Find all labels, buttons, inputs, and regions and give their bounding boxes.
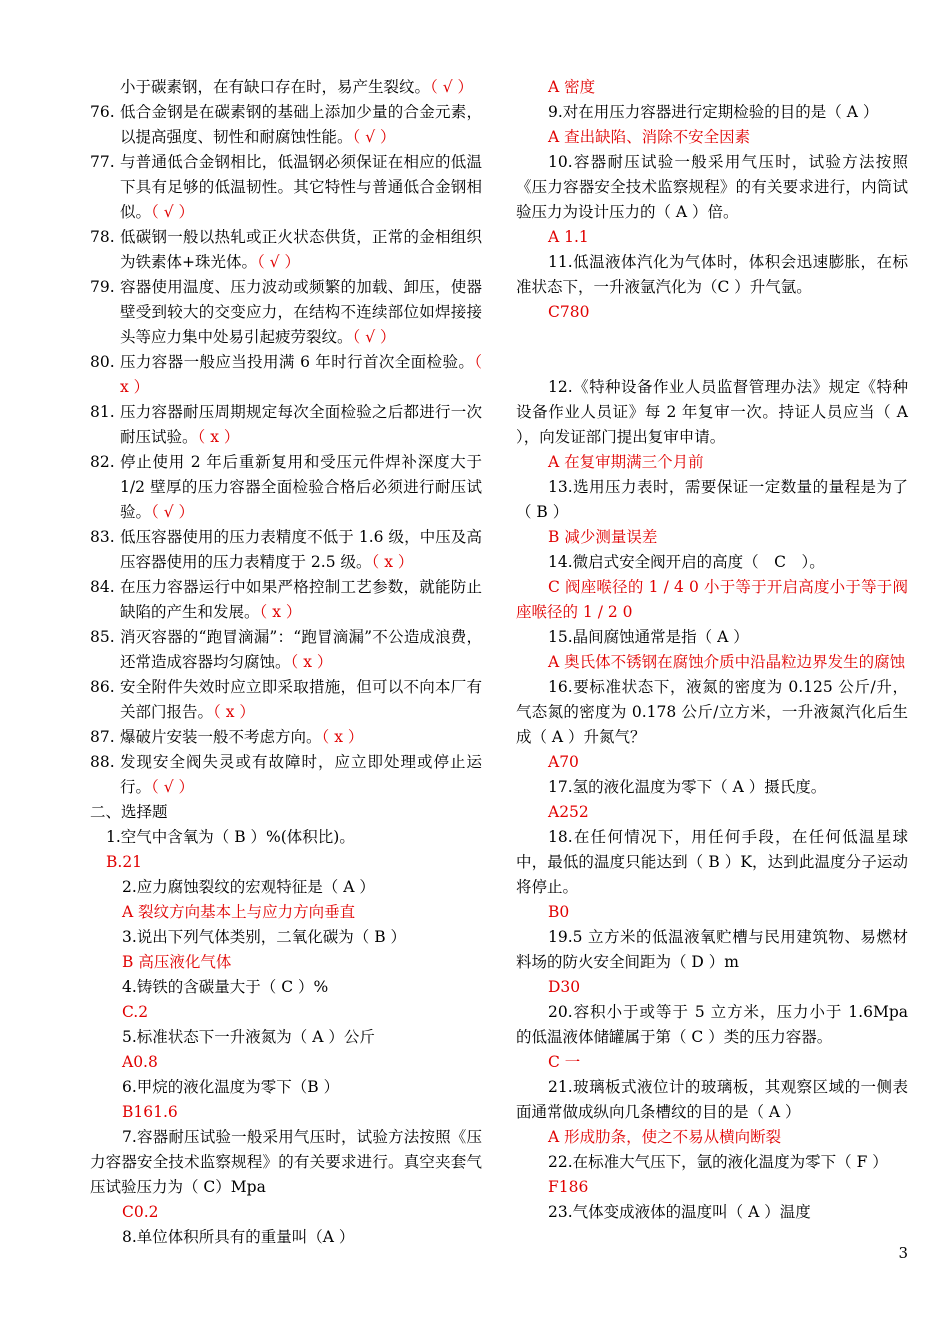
question-text: 21.玻璃板式液位计的玻璃板，其观察区域的一侧表面通常做成纵向几条槽纹的目的是（ A ） (516, 1078, 908, 1121)
item-text: 在压力容器运行中如果严格控制工艺参数，就能防止缺陷的产生和发展。（ x ） (120, 578, 482, 621)
section-title: 二、选择题 (90, 803, 168, 821)
answer-text: A0.8 (122, 1053, 158, 1071)
question-23: 23.气体变成液体的温度叫（ A ）温度 (548, 1203, 811, 1221)
question-text: 16.要标准状态下，液氮的密度为 0.125 公斤/升，气态氮的密度为 0.178 公斤/立方米，一升液氮汽化后生成（ A ）升氮气？ (516, 678, 908, 746)
answer-text: C 一 (548, 1053, 581, 1071)
tf-item (90, 400, 482, 450)
answer-mark: （ x ） (213, 703, 255, 721)
question-text: 19.5 立方米的低温液氧贮槽与民用建筑物、易燃材料场的防火安全间距为（ D ）m (516, 928, 908, 971)
answer-text: A70 (548, 753, 579, 771)
tf-item (90, 625, 482, 675)
question-text: 11.低温液体汽化为气体时，体积会迅速膨胀，在标准状态下，一升液氩汽化为（C ）升气氩。 (516, 253, 908, 296)
answer-mark: （ x ） (371, 553, 414, 571)
answer-text: A 形成肋条，使之不易从横向断裂 (548, 1128, 782, 1146)
question-text: 9.对在用压力容器进行定期检验的目的是（ A ） (548, 103, 879, 121)
item-number: 83. (90, 528, 115, 546)
question-text: 20.容积小于或等于 5 立方米，压力小于 1.6Mpa 的低温液体储罐属于第（ C ）类的压力容器。 (516, 1003, 908, 1046)
question-text: 18.在任何情况下，用任何手段，在任何低温星球中，最低的温度只能达到（ B ）K，达到此温度分子运动将停止。 (516, 828, 908, 896)
right-question-list-b (516, 375, 908, 1200)
tf-item (90, 525, 482, 575)
answer-mark: （ √ ） (352, 328, 396, 346)
item-number: 77. (90, 153, 115, 171)
item-text: 压力容器耐压周期规定每次全面检验之后都进行一次耐压试验。（ x ） (120, 403, 482, 446)
tf-item (90, 275, 482, 350)
question-text: 14.微启式安全阀开启的高度（ C ）。 (548, 553, 825, 571)
answer-mark: （ √ ） (151, 503, 194, 521)
item-number: 81. (90, 403, 115, 421)
item-text: 低压容器使用的压力表精度不低于 1.6 级，中压及高压容器使用的压力表精度于 2.5 级。（ x ） (120, 528, 482, 571)
tf-item (90, 725, 482, 750)
left-column (90, 75, 482, 1250)
question-text: 17.氢的液化温度为零下（ A ）摄氏度。 (548, 778, 827, 796)
item-number: 79. (90, 278, 115, 296)
right-question-list-a (516, 100, 908, 325)
answer-text: A 裂纹方向基本上与应力方向垂直 (122, 903, 356, 921)
answer-text: B0 (548, 903, 570, 921)
tf-item (90, 225, 482, 275)
item-text: 爆破片安装一般不考虑方向。（ x ） (120, 728, 364, 746)
item-number: 78. (90, 228, 115, 246)
answer-mark: （ x ） (259, 603, 302, 621)
answer-text: A 查出缺陷、消除不安全因素 (548, 128, 751, 146)
item-number: 85. (90, 628, 115, 646)
continued-line: 小于碳素钢，在有缺口存在时，易产生裂纹。（ √ ） (120, 78, 473, 96)
item-number: 84. (90, 578, 115, 596)
answer-mark: （ √ ） (151, 203, 194, 221)
question-text: 12.《特种设备作业人员监督管理办法》规定《特种设备作业人员证》每 2 年复审一次。持证人员应当（ A ），向发证部门提出复审申请。 (516, 378, 908, 446)
answer-text: A 奥氏体不锈钢在腐蚀介质中沿晶粒边界发生的腐蚀 (548, 653, 906, 671)
right-column (516, 75, 908, 1225)
page-number: 3 (898, 1244, 908, 1262)
question-text: 4.铸铁的含碳量大于（ C ）% (122, 978, 329, 996)
question-text: 5.标准状态下一升液氮为（ A ）公斤 (122, 1028, 375, 1046)
answer-text: A252 (548, 803, 589, 821)
tf-item (90, 675, 482, 725)
left-question-list (90, 875, 482, 1225)
item-text: 低合金钢是在碳素钢的基础上添加少量的合金元素，以提高强度、韧性和耐腐蚀性能。（ √ ） (120, 103, 482, 146)
item-text: 消灭容器的“跑冒滴漏”：“跑冒滴漏”不公造成浪费，还常造成容器均匀腐蚀。（ x ） (120, 628, 482, 671)
answer-mark: （ √ ） (352, 128, 396, 146)
answer-mark: （ x ） (120, 353, 482, 396)
question-text: 22.在标准大气压下，氩的液化温度为零下（ F ） (548, 1153, 888, 1171)
answer-mark: （ √ ） (151, 778, 194, 796)
item-text: 与普通低合金钢相比，低温钢必须保证在相应的低温下具有足够的低温韧性。其它特性与普通低合金钢相似。（ √ ） (120, 153, 482, 221)
question-1: 1.空气中含氧为（ B ）%(体积比)。 (106, 828, 355, 846)
true-false-list (90, 100, 482, 800)
item-number: 88. (90, 753, 115, 771)
item-number: 86. (90, 678, 115, 696)
question-text: 15.晶间腐蚀通常是指（ A ） (548, 628, 749, 646)
answer-text: F186 (548, 1178, 589, 1196)
tf-item (90, 450, 482, 525)
item-text: 安全附件失效时应立即采取措施，但可以不向本厂有关部门报告。（ x ） (120, 678, 482, 721)
item-text: 低碳钢一般以热轧或正火状态供货，正常的金相组织为铁素体+珠光体。（ √ ） (120, 228, 482, 271)
answer-text: C0.2 (122, 1203, 159, 1221)
answer-mark: （ x ） (197, 428, 240, 446)
question-text: 6.甲烷的液化温度为零下（B ） (122, 1078, 340, 1096)
answer-mark: （ x ） (290, 653, 333, 671)
item-text: 发现安全阀失灵或有故障时，应立即处理或停止运行。（ √ ） (120, 753, 482, 796)
answer-text: A 在复审期满三个月前 (548, 453, 704, 471)
tf-item (90, 350, 482, 400)
answer-text: B 高压液化气体 (122, 953, 232, 971)
answer-text: B161.6 (122, 1103, 178, 1121)
item-number: 80. (90, 353, 115, 371)
tf-item (90, 100, 482, 150)
tf-item (90, 575, 482, 625)
question-8: 8.单位体积所具有的重量叫（A ） (122, 1228, 355, 1246)
question-text: 2.应力腐蚀裂纹的宏观特征是（ A ） (122, 878, 375, 896)
answer-8: A 密度 (548, 78, 596, 96)
tf-item (90, 150, 482, 225)
item-text: 容器使用温度、压力波动或频繁的加载、卸压，使器壁受到较大的交变应力，在结构不连续部位如焊接接头等应力集中处易引起疲劳裂纹。（ √ ） (120, 278, 482, 346)
answer-mark: （ x ） (321, 728, 364, 746)
item-number: 82. (90, 453, 115, 471)
answer-text: C.2 (122, 1003, 149, 1021)
question-text: 7.容器耐压试验一般采用气压时，试验方法按照《压力容器安全技术监察规程》的有关要求进行。真空夹套气压试验压力为（ C）Mpa (90, 1128, 482, 1196)
item-number: 87. (90, 728, 115, 746)
answer-mark: （ √ ） (430, 78, 473, 96)
question-text: 13.选用压力表时，需要保证一定数量的量程是为了（ B ） (516, 478, 908, 521)
blank-gap (516, 325, 908, 375)
question-text: 10.容器耐压试验一般采用气压时，试验方法按照《压力容器安全技术监察规程》的有关要求进行，内筒试验压力为设计压力的（ A ）倍。 (516, 153, 908, 221)
tf-item (90, 750, 482, 800)
question-text: 3.说出下列气体类别，二氧化碳为（ B ） (122, 928, 407, 946)
answer-mark: （ √ ） (257, 253, 300, 271)
item-text: 压力容器一般应当投用满 6 年时行首次全面检验。（ x ） (120, 353, 482, 396)
item-number: 76. (90, 103, 115, 121)
answer-text: D30 (548, 978, 581, 996)
answer-text: A 1.1 (548, 228, 589, 246)
answer-text: B 减少测量误差 (548, 528, 658, 546)
answer-text: C780 (548, 303, 590, 321)
item-text: 停止使用 2 年后重新复用和受压元件焊补深度大于 1/2 壁厚的压力容器全面检验合格后必须进行耐压试验。（ √ ） (120, 453, 482, 521)
answer-text: C 阀座喉径的 1 / 4 0 小于等于开启高度小于等于阀座喉径的 1 / 2 0 (516, 578, 908, 621)
answer-1: B.21 (106, 853, 143, 871)
